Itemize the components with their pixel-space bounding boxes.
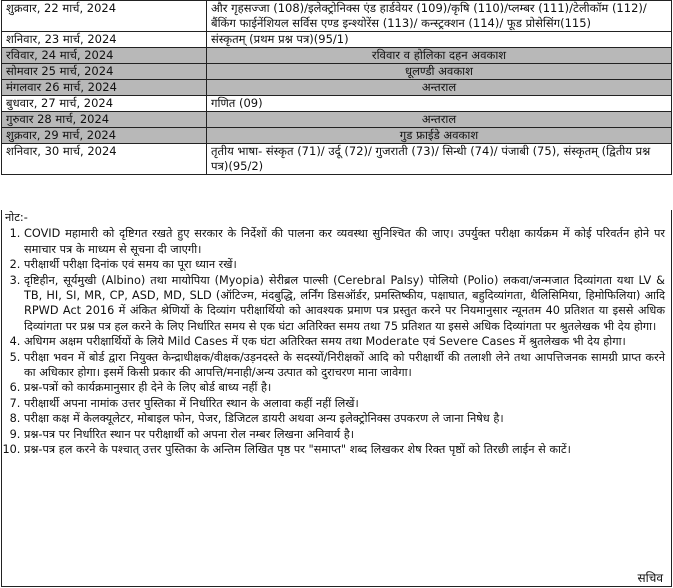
schedule-date: गुरुवार 28 मार्च, 2024 [2, 112, 207, 128]
note-item: 10. प्रश्न-पत्र हल करने के पश्चात् उत्तर पुस्तिका के अन्तिम लिखित पृष्ठ पर "समाप्त" शब्द लिखकर शेष रिक्त पृष्ठों को तिरछी लाईन से काटें। [24, 442, 665, 457]
notes-heading: नोट:- [5, 211, 28, 224]
schedule-date: रविवार, 24 मार्च, 2024 [2, 48, 207, 64]
schedule-row [2, 80, 672, 96]
schedule-row [2, 48, 672, 64]
schedule-date: शुक्रवार, 29 मार्च, 2024 [2, 128, 207, 144]
signature-secretary: सचिव [637, 571, 663, 585]
schedule-subject: रविवार व होलिका दहन अवकाश [207, 48, 672, 64]
schedule-subject: तृतीय भाषा- संस्कृत (71)/ उर्दू (72)/ गुजराती (73)/ सिन्धी (74)/ पंजाबी (75), संस्कृतम् (द्वितीय प्रश्न पत्र)(95/2) [207, 144, 672, 175]
note-item: 3. दृष्टिहीन, सूर्यमुखी (Albino) तथा मायोपिया (Myopia) सेरीब्रल पाल्सी (Cerebral Palsy) पोलियो (Polio) लकवा/जन्मजात दिव्यांगता यथा LV & TB, HI, SI, MR, CP, ASD, MD, SLD (ऑटिज्म, मंदबुद्धि, लर्निंग डिसऑर्डर, प्रमस्तिष्कीय, पक्षाघात, बहुदिव्यांगता, थैलिसिमिया, हिमोफिलिया) आदि RPWD Act 2016 में अंकित श्रेणियों के दिव्यांग परीक्षार्थियो को आवश्यक प्रमाण पत्र प्रस्तुत करने पर नियमानुसार न्यूनतम 40 प्रतिशत या इससे अधिक दिव्यांगता पर प्रश्न पत्र हल करने के लिए निर्धारित समय से एक घंटा अतिरिक्त समय तथा 75 प्रतिशत या इससे अधिक दिव्यांगता पर श्रुतलेखक भी देय होगा। [24, 273, 665, 335]
schedule-row [2, 144, 672, 175]
schedule-subject: धूलण्डी अवकाश [207, 64, 672, 80]
schedule-subject: अन्तराल [207, 80, 672, 96]
schedule-date: शनिवार, 30 मार्च, 2024 [2, 144, 207, 175]
schedule-subject: गणित (09) [207, 96, 672, 112]
note-item: 5. परीक्षा भवन में बोर्ड द्वारा नियुक्त केन्द्राधीक्षक/वीक्षक/उड़नदस्ते के सदस्यों/निरीक्षकों आदि को परीक्षार्थी की तलाशी लेने तथा आपत्तिजनक सामग्री प्राप्त करने का अधिकार होगा। इसमें किसी प्रकार की आपत्ति/मनाही/अन्य उत्पात को दुराचरण माना जावेगा। [24, 350, 665, 381]
note-item: 4. अधिगम अक्षम परीक्षार्थियों के लिये Mild Cases में एक घंटा अतिरिक्त समय तथा Moderate एवं Severe Cases में श्रुतलेखक भी देय होगा। [24, 334, 665, 349]
schedule-row [2, 96, 672, 112]
schedule-subject: संस्कृतम् (प्रथम प्रश्न पत्र)(95/1) [207, 32, 672, 48]
note-item: 2. परीक्षार्थी परीक्षा दिनांक एवं समय का पूरा ध्यान रखें। [24, 257, 665, 272]
schedule-date: शनिवार, 23 मार्च, 2024 [2, 32, 207, 48]
schedule-date: शुक्रवार, 22 मार्च, 2024 [2, 1, 207, 32]
schedule-subject: गुड फ्राईडे अवकाश [207, 128, 672, 144]
schedule-row [2, 112, 672, 128]
schedule-date: मंगलवार 26 मार्च, 2024 [2, 80, 207, 96]
schedule-row [2, 128, 672, 144]
note-item: 7. परीक्षार्थी अपना नामांक उत्तर पुस्तिका में निर्धारित स्थान के अलावा कहीं नहीं लिखें। [24, 396, 665, 411]
schedule-subject: अन्तराल [207, 112, 672, 128]
schedule-subject: और गृहसज्जा (108)/इलेक्ट्रोनिक्स एंड हार्डवेयर (109)/कृषि (110)/प्लम्बर (111)/टेलीकॉम (112)/बैंकिंग फाईनेंशियल सर्विस एण्ड इन्श्योरेंस (113)/ कन्स्ट्रक्शन (114)/ फूड प्रोसेसिंग(115) [207, 1, 672, 32]
notes-list [8, 226, 665, 457]
schedule-date: सोमवार 25 मार्च, 2024 [2, 64, 207, 80]
schedule-row [2, 1, 672, 32]
schedule-table [1, 0, 672, 175]
note-item: 8. परीक्षा कक्ष में केलक्यूलेटर, मोबाइल फोन, पेजर, डिजिटल डायरी अथवा अन्य इलेक्ट्रोनिक्स उपकरण ले जाना निषेध है। [24, 411, 665, 426]
note-item: 1. COVID महामारी को दृष्टिगत रखते हुए सरकार के निर्देशों की पालना कर व्यवस्था सुनिश्चित की जाए। उपर्युक्त परीक्षा कार्यक्रम में कोई परिवर्तन होने पर समाचार पत्र के माध्यम से सूचना दी जाएगी। [24, 226, 665, 257]
note-item: 9. प्रश्न-पत्र पर निर्धारित स्थान पर परीक्षार्थी को अपना रोल नम्बर लिखना अनिवार्य है। [24, 427, 665, 442]
notes-section [1, 210, 672, 587]
schedule-row [2, 64, 672, 80]
schedule-date: बुधवार, 27 मार्च, 2024 [2, 96, 207, 112]
schedule-row [2, 32, 672, 48]
note-item: 6. प्रश्न-पत्रों को कार्यक्रमानुसार ही देने के लिए बोर्ड बाध्य नहीं है। [24, 380, 665, 395]
